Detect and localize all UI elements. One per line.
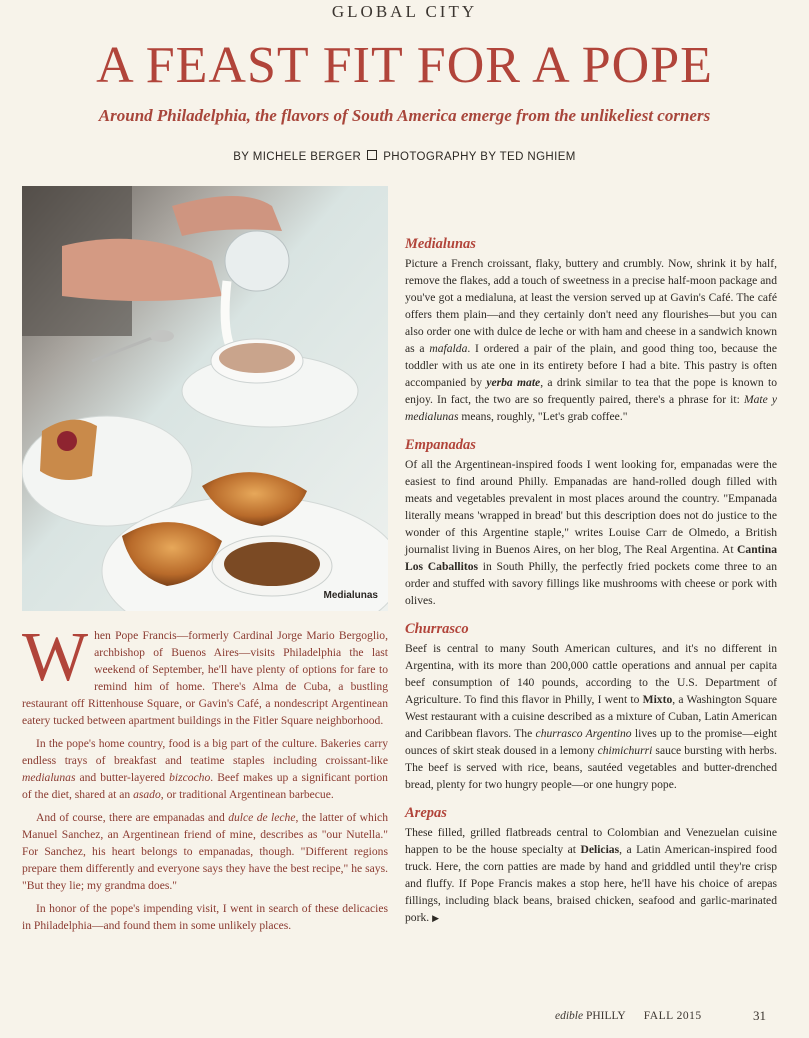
footer-brand: edible	[555, 1010, 584, 1022]
intro-column	[22, 619, 389, 940]
medialunas-text-2: . I ordered a pair of the plain, and good thing too, because the toddler with us ate one in its entirety before I had a bite. This pastry is often accompanied by	[405, 342, 777, 389]
continue-arrow-icon: ▶	[432, 913, 439, 923]
medialunas-italic-1: mafalda	[429, 342, 468, 355]
intro-p2-text-a: In the pope's home country, food is a big part of the culture. Bakeries carry endless trays of breakfast and teatime staples including croissant-like	[22, 737, 388, 767]
photo-illustration	[22, 186, 388, 611]
section-heading-medialunas: Medialunas	[405, 236, 476, 252]
medialunas-italic-2: yerba mate	[486, 376, 541, 389]
intro-p2-italic-1: medialunas	[22, 771, 76, 784]
arepas-text-2: , a Latin American-inspired food truck. Here, the corn patties are made by hand and griddled until they're crisp and fluffy. If Pope Francis makes a stop here, he'll have his choice of arepas fillings, including black beans, braised chicken, seafood and garlic-marinated pork.	[405, 843, 778, 924]
medialunas-text-3: , a drink similar to tea that the pope is known to enjoy. In fact, the two are so frequently paired, there's a phrase for it:	[405, 376, 778, 406]
empanadas-text-1: Of all the Argentinean-inspired foods I went looking for, empanadas were the easiest to find around Philly. Empanadas are hand-rolled dough filled with meats and vegetables prevalent in most places around the country. "Empanada literally means 'wrapped in bread' but this description does not do justice to the wonder of this Argentine staple," writes Louise Carr de Olmedo, a British journalist living in Buenos Aires, on her blog, The Real Argentina. At	[405, 458, 777, 556]
section-arepas	[405, 805, 777, 927]
intro-paragraph-2	[22, 735, 388, 803]
intro-p3-italic-1: dulce de leche	[228, 811, 296, 824]
intro-paragraph-3	[22, 809, 388, 894]
photo-caption: Medialunas	[323, 590, 378, 601]
intro-p2-text-b: and butter-layered	[75, 771, 170, 784]
arepas-text-1: These filled, grilled flatbreads central to Colombian and Venezuelan cuisine happen to be the house specialty at	[405, 826, 777, 856]
churrasco-text-2: , a Washington Square West restaurant with a cuisine described as a mixture of Cuban, Latin American and Caribbean flavors. The	[405, 693, 778, 740]
churrasco-text-3: lives up to the promise—eight ounces of skirt steak doused in a lemony	[405, 727, 777, 757]
intro-p2-text-d: , or traditional Argentinean barbecue.	[160, 788, 334, 801]
empanadas-text-2: in South Philly, the perfectly fried pockets come three to an order and stuffed with savory fillings like mushrooms with cheese or pork with olives.	[405, 560, 777, 607]
arepas-bold-1: Delicias	[580, 843, 620, 856]
intro-p2-text-c: . Beef makes up a significant portion of the diet, shared at an	[22, 771, 388, 801]
page-number: 31	[753, 1008, 766, 1023]
dulce-de-leche	[224, 542, 320, 586]
milk-pitcher	[225, 231, 289, 291]
empanadas-bold-1: Cantina Los Caballitos	[405, 543, 777, 573]
sections-column	[405, 236, 777, 939]
intro-p3-text-b: , the latter of which Manuel Sanchez, an Argentinean friend of mine, describes as "our Nutella." For Sanchez, his heart belongs to empanadas, though. "Different regions prepare them differently and everyone says they have the best recipe," he says. "But they lie; my grandma does."	[22, 811, 389, 892]
footer-issue: FALL 2015	[643, 1010, 702, 1022]
section-body-medialunas	[405, 255, 777, 425]
medialunas-text-1: Picture a French croissant, flaky, buttery and crumbly. Now, shrink it by half, remove the flakes, add a touch of sweetness in a precise half-moon package and you've got a medialuna, at least the version served up at Gavin's Café. The café offers them plain—and they certainly don't need any flourishes—but you can also order one with dulce de leche or with ham and cheese in a sandwich known as a	[405, 257, 777, 355]
churrasco-italic-2: chimichurri	[597, 744, 653, 757]
page-footer	[555, 1010, 795, 1022]
intro-p3-text-a: And of course, there are empanadas and	[36, 811, 229, 824]
milk-stream	[225, 281, 230, 346]
section-heading-churrasco: Churrasco	[405, 621, 469, 637]
intro-paragraph-4: In honor of the pope's impending visit, I went in search of these delicacies in Philadelphia—and found them in some unlikely places.	[22, 902, 388, 932]
section-medialunas	[405, 236, 777, 425]
separator-square-icon	[367, 150, 377, 160]
section-heading-empanadas: Empanadas	[405, 437, 476, 453]
section-body-empanadas	[405, 456, 777, 609]
section-label: GLOBAL CITY	[331, 2, 478, 21]
medialunas-photo	[22, 186, 388, 611]
footer-city: PHILLY	[585, 1010, 626, 1022]
coffee	[219, 343, 295, 373]
churrasco-text-1: Beef is central to many South American cultures, and it's no different in Argentina, with its more than 200,000 cattle operations and annual per capita beef consumption of 140 pounds, according to the U.S. Department of Agriculture. To find this flavor in Philly, I went to	[405, 642, 777, 706]
section-body-arepas	[405, 824, 777, 927]
byline-author: BY MICHELE BERGER	[233, 151, 362, 163]
intro-p1-text: hen Pope Francis—formerly Cardinal Jorge Mario Bergoglio, archbishop of Buenos Aires—visits Philadelphia the last weekend of September, he'll have plenty of options for fare to remind him of home. There's Alma de Cuba, a bustling restaurant off Rittenhouse Square, or Gavin's Café, a nondescript Argentinean eatery tucked between apartment buildings in the Fitler Square neighborhood.	[22, 629, 388, 727]
article-subtitle: Around Philadelphia, the flavors of South America emerge from the unlikeliest corners	[98, 106, 711, 125]
churrasco-italic-1: churrasco Argentino	[535, 727, 632, 740]
byline-photographer: PHOTOGRAPHY BY TED NGHIEM	[383, 151, 576, 163]
intro-p2-italic-2: bizcocho	[169, 771, 211, 784]
medialunas-italic-3: Mate y medialunas	[405, 393, 777, 423]
section-heading-arepas: Arepas	[405, 805, 447, 821]
byline	[0, 150, 809, 163]
section-churrasco	[405, 621, 777, 793]
intro-paragraph-1	[22, 619, 388, 729]
drop-cap: W	[22, 619, 89, 696]
spoon-bowl	[150, 330, 174, 342]
jam	[57, 431, 77, 451]
medialunas-text-4: means, roughly, "Let's grab coffee."	[458, 410, 628, 423]
churrasco-text-4: sauce bursting with herbs. The beef is served with rice, beans, sautéed vegetables and butter-drenched bread, plenty for two hungry people—or one hungry pope.	[405, 744, 777, 791]
article-title: A FEAST FIT FOR A POPE	[96, 37, 713, 94]
section-body-churrasco	[405, 640, 777, 793]
intro-p2-italic-3: asado	[133, 788, 161, 801]
churrasco-bold-1: Mixto	[642, 693, 673, 706]
section-empanadas	[405, 437, 777, 609]
